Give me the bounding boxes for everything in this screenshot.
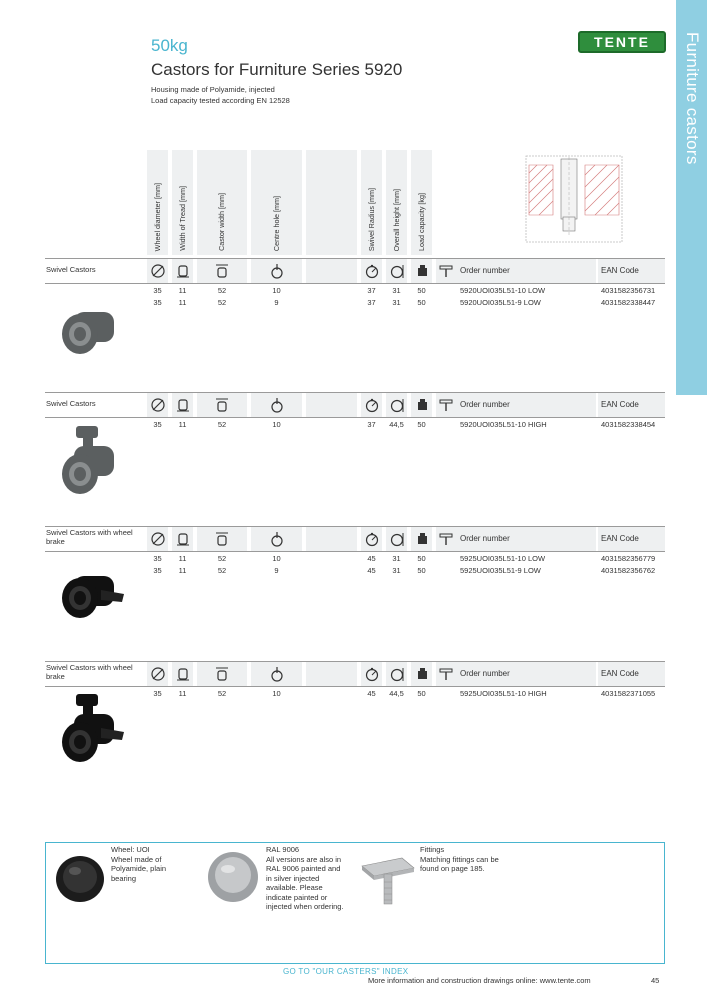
order-number[interactable]: 5925UOI035L51-10 HIGH <box>460 689 547 698</box>
swivel-radius-icon <box>364 531 380 547</box>
table-cell: 9 <box>274 566 279 575</box>
swivel-radius-icon <box>364 397 380 413</box>
overall-height-icon <box>389 397 405 413</box>
tread-width-icon <box>175 531 191 547</box>
castor-photo-low <box>46 284 146 379</box>
order-number[interactable]: 5920UOI035L51-9 LOW <box>460 298 541 307</box>
order-number-header: Order number <box>460 669 510 678</box>
side-tab[interactable] <box>676 0 707 395</box>
table-cell: 31 <box>392 566 401 575</box>
ean-code: 4031582356779 <box>601 554 656 563</box>
ral-info <box>266 845 344 912</box>
side-tab-label: Furniture castors <box>683 32 702 165</box>
table-cell: 10 <box>272 420 281 429</box>
table-cell: 45 <box>367 554 376 563</box>
table-cell: 10 <box>272 286 281 295</box>
wheel-info-line: Polyamide, plain <box>111 864 167 873</box>
table-cell: 11 <box>178 298 187 307</box>
ean-code: 4031582338454 <box>601 420 656 429</box>
wheel-info-line: Wheel made of <box>111 854 162 864</box>
ral-info-line: available. Please <box>266 883 323 892</box>
subtitle-housing: Housing made of Polyamide, injected <box>151 85 275 94</box>
load-capacity-icon <box>414 263 430 279</box>
load-capacity-icon <box>414 397 430 413</box>
section-blank-cell <box>306 393 357 417</box>
castor-width-icon <box>214 531 230 547</box>
order-number[interactable]: 5920UOI035L51-10 HIGH <box>460 420 547 429</box>
table-cell: 10 <box>272 554 281 563</box>
overall-height-icon <box>389 531 405 547</box>
ral-info-title: RAL 9006 <box>266 845 300 854</box>
swivel-radius-icon <box>364 666 380 682</box>
ean-code: 4031582338447 <box>601 298 656 307</box>
load-capacity-icon <box>414 666 430 682</box>
ral-info-line: injected when ordering. <box>266 902 344 911</box>
section-blank-cell <box>306 662 357 686</box>
fitting-type-icon <box>438 263 454 279</box>
tread-width-icon <box>175 666 191 682</box>
col-overall-height: Overall height [mm] <box>386 150 407 255</box>
table-cell: 35 <box>153 298 162 307</box>
fittings-info <box>420 845 499 874</box>
ral-wheel-image <box>203 846 263 906</box>
section-label: Swivel Castors <box>46 399 96 408</box>
tread-width-icon <box>175 397 191 413</box>
wheel-diameter-icon <box>150 397 166 413</box>
centre-hole-icon <box>269 397 285 413</box>
table-cell: 11 <box>178 689 187 698</box>
col-blank <box>306 150 357 255</box>
page-number: 45 <box>651 976 660 985</box>
ral-info-line: indicate painted or <box>266 892 328 902</box>
table-cell: 11 <box>178 554 187 563</box>
table-cell: 52 <box>217 420 227 429</box>
castor-width-icon <box>214 666 230 682</box>
section-label: Swivel Castors <box>46 265 96 274</box>
subtitle-load: Load capacity tested according EN 12528 <box>151 96 290 105</box>
section-blank-cell <box>306 527 357 551</box>
ean-code-header: EAN Code <box>601 669 639 678</box>
wheel-diameter-icon <box>150 263 166 279</box>
table-cell: 45 <box>367 566 376 575</box>
table-cell: 45 <box>367 689 376 698</box>
table-cell: 37 <box>367 286 376 295</box>
castor-photo-high <box>46 418 146 513</box>
order-number-header: Order number <box>460 266 510 275</box>
centre-hole-icon <box>269 263 285 279</box>
table-cell: 50 <box>417 420 426 429</box>
footer-info-text: More information and construction drawings online: www.tente.com <box>368 976 591 985</box>
overall-height-icon <box>389 666 405 682</box>
table-cell: 50 <box>417 298 426 307</box>
table-cell: 35 <box>153 420 162 429</box>
col-centre-hole: Centre hole [mm] <box>251 150 302 255</box>
col-tread-width: Width of Tread [mm] <box>172 150 193 255</box>
section-label: Swivel Castors with wheel brake <box>46 528 133 546</box>
fitting-type-icon <box>438 397 454 413</box>
fittings-info-title: Fittings <box>420 845 445 854</box>
swivel-radius-icon <box>364 263 380 279</box>
ean-code: 4031582356762 <box>601 566 656 575</box>
col-swivel-radius: Swivel Radius [mm] <box>361 150 382 255</box>
fitting-plate-image <box>358 852 416 910</box>
col-load-capacity: Load capacity [kg] <box>411 150 432 255</box>
table-cell: 52 <box>217 298 227 307</box>
wheel-uoi-image <box>52 850 108 905</box>
table-cell: 44,5 <box>389 420 404 429</box>
table-cell: 11 <box>178 286 187 295</box>
fitting-type-icon <box>438 666 454 682</box>
table-cell: 44,5 <box>389 689 404 698</box>
table-cell: 11 <box>178 566 187 575</box>
wheel-diameter-icon <box>150 531 166 547</box>
ean-code: 4031582356731 <box>601 286 656 295</box>
table-cell: 35 <box>153 689 162 698</box>
section-label: Swivel Castors with wheel brake <box>46 663 133 681</box>
fittings-info-line: found on page 185. <box>420 864 485 873</box>
ean-code-header: EAN Code <box>601 534 639 543</box>
our-casters-index-link[interactable]: GO TO "OUR CASTERS" INDEX <box>283 967 409 976</box>
table-cell: 10 <box>272 689 281 698</box>
order-number-header: Order number <box>460 534 510 543</box>
table-cell: 31 <box>392 286 401 295</box>
tread-width-icon <box>175 263 191 279</box>
technical-drawing <box>525 155 623 243</box>
braked-castor-photo-low <box>46 548 146 643</box>
wheel-info-title: Wheel: UOI <box>111 845 150 854</box>
table-cell: 31 <box>392 298 401 307</box>
table-cell: 52 <box>217 689 227 698</box>
fittings-info-line: Matching fittings can be <box>420 854 499 864</box>
section-blank-cell <box>306 259 357 283</box>
ral-info-line: All versions are also in <box>266 854 342 864</box>
table-cell: 50 <box>417 566 426 575</box>
col-wheel-diameter: Wheel diameter [mm] <box>147 150 168 255</box>
fitting-type-icon <box>438 531 454 547</box>
overall-height-icon <box>389 263 405 279</box>
ean-code-header: EAN Code <box>601 266 639 275</box>
ean-code: 4031582371055 <box>601 689 656 698</box>
table-cell: 50 <box>417 286 426 295</box>
col-castor-width: Castor width [mm] <box>197 150 247 255</box>
ral-info-line: RAL 9006 painted and <box>266 864 341 873</box>
order-number-header: Order number <box>460 400 510 409</box>
castor-width-icon <box>214 263 230 279</box>
load-capacity-icon <box>414 531 430 547</box>
tente-logo: TENTE <box>578 31 666 53</box>
table-cell: 35 <box>153 554 162 563</box>
table-cell: 35 <box>153 286 162 295</box>
wheel-info <box>111 845 166 883</box>
castor-width-icon <box>214 397 230 413</box>
table-cell: 52 <box>217 554 227 563</box>
ean-code-header: EAN Code <box>601 400 639 409</box>
table-cell: 37 <box>367 420 376 429</box>
table-cell: 52 <box>217 286 227 295</box>
ral-info-line: in silver injected <box>266 873 320 883</box>
table-cell: 52 <box>217 566 227 575</box>
centre-hole-icon <box>269 666 285 682</box>
order-number[interactable]: 5925UOI035L51-10 LOW <box>460 554 546 563</box>
centre-hole-icon <box>269 531 285 547</box>
table-cell: 31 <box>392 554 401 563</box>
table-cell: 9 <box>274 298 279 307</box>
order-number[interactable]: 5920UOI035L51-10 LOW <box>460 286 546 295</box>
table-cell: 37 <box>367 298 376 307</box>
order-number[interactable]: 5925UOI035L51-9 LOW <box>460 566 541 575</box>
wheel-info-line: bearing <box>111 873 137 883</box>
wheel-diameter-icon <box>150 666 166 682</box>
table-cell: 50 <box>417 554 426 563</box>
page-title: Castors for Furniture Series 5920 <box>151 60 403 79</box>
weight-title: 50kg <box>151 36 188 55</box>
table-cell: 35 <box>153 566 162 575</box>
braked-castor-photo-high <box>46 686 146 781</box>
table-cell: 11 <box>178 420 187 429</box>
table-cell: 50 <box>417 689 426 698</box>
